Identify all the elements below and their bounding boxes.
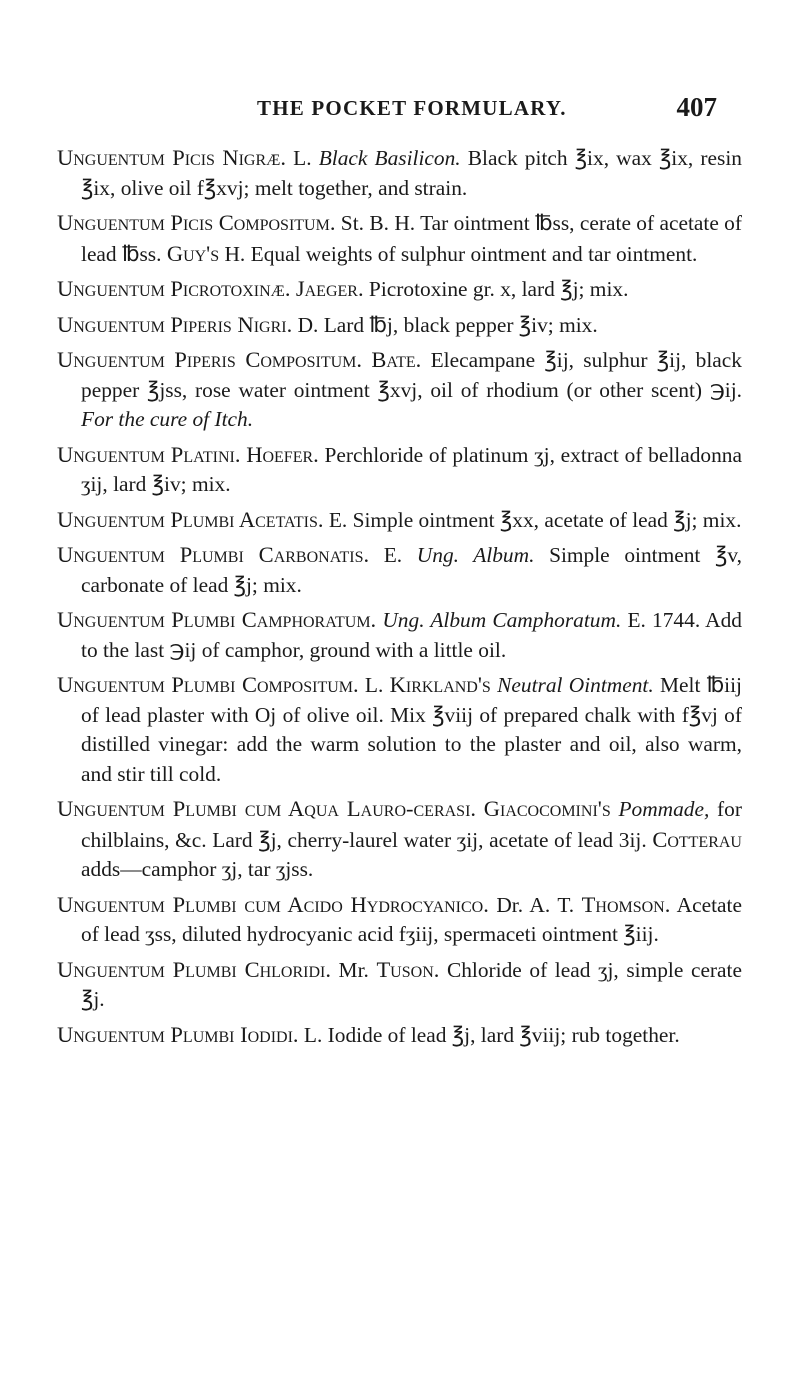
entry-heading: Hoefer. [246, 441, 319, 467]
formulary-entry [57, 540, 742, 600]
entry-text: Dr. A. T. [488, 892, 582, 917]
entry-italic: Ung. Album. [416, 543, 535, 567]
entry-heading: Unguentum Plumbi cum Aqua Lauro-cerasi. [57, 796, 477, 821]
formulary-entry [57, 143, 742, 203]
entry-text: E. [369, 543, 417, 567]
entry-text: D. Lard ℔j, black pepper ℥iv; mix. [292, 312, 598, 337]
running-title: THE POCKET FORMULARY. [257, 96, 567, 120]
entry-text: Melt ℔iij of lead plaster with Oj of olive oil. Mix ℥viij of prepared chalk with f℥vj of distilled vinegar: add the warm solution to the plaster and oil, also warm, and stir till cold. [81, 673, 743, 786]
entry-italic: For the cure of Itch. [81, 407, 254, 431]
entry-text: L. Iodide of lead ℥j, lard ℥viij; rub together. [298, 1022, 680, 1047]
formulary-entry [57, 890, 742, 950]
formulary-entry [57, 794, 742, 885]
entry-heading: Unguentum Platini. [57, 441, 241, 467]
formulary-entry [57, 345, 742, 435]
entry-text: Acetate of lead ʒss, diluted hydrocyanic acid fʒiij, spermaceti ointment ℥iij. [81, 892, 742, 946]
entry-heading: Unguentum Picrotoxinæ. [57, 276, 291, 301]
entry-text: adds—camphor ʒj, tar ʒjss. [81, 857, 314, 881]
formulary-entries [57, 143, 742, 1055]
entry-heading: Giacocomini's [483, 796, 611, 821]
running-head [257, 92, 717, 126]
formulary-entry [57, 955, 742, 1015]
formulary-entry [57, 605, 742, 665]
entry-heading: Unguentum Picis Nigræ. [57, 145, 287, 170]
entry-italic: Black Basilicon. [318, 146, 461, 170]
entry-heading: Unguentum Picis Compositum. [57, 210, 336, 235]
formulary-entry [57, 208, 742, 269]
entry-heading: Unguentum Plumbi Carbonatis. [57, 542, 370, 567]
entry-text: L. [358, 673, 390, 697]
entry-italic: Neutral Ointment. [497, 673, 654, 697]
entry-text: Perchloride of platinum ʒj, extract of belladonna ʒij, lard ℥iv; mix. [81, 442, 742, 496]
entry-text: Picrotoxine gr. x, lard ℥j; mix. [363, 277, 629, 301]
formulary-entry [57, 310, 742, 341]
entry-text: Simple ointment ℥v, carbonate of lead ℥j; mix. [81, 543, 743, 597]
entry-heading: Unguentum Plumbi Compositum. [57, 672, 359, 697]
entry-text: for chilblains, &c. Lard ℥j, cherry-laurel water ʒij, acetate of lead 3ij. [81, 797, 742, 852]
entry-text: Chloride of lead ʒj, simple cerate ℥j. [81, 957, 742, 1011]
formulary-entry [57, 1020, 742, 1051]
entry-heading: Thomson. [581, 891, 671, 917]
entry-heading: Unguentum Piperis Compositum. [57, 347, 363, 372]
formulary-entry [57, 274, 742, 305]
entry-text: H. Equal weights of sulphur ointment and tar ointment. [219, 241, 698, 266]
formulary-entry [57, 505, 742, 536]
entry-heading: Unguentum Plumbi Camphoratum. [57, 607, 377, 632]
entry-heading: Unguentum Plumbi Iodidi. [57, 1021, 299, 1047]
entry-heading: Unguentum Plumbi Acetatis. [57, 506, 324, 532]
entry-text: L. [286, 146, 319, 170]
entry-heading: Cotterau [652, 826, 742, 852]
page-number: 407 [676, 92, 717, 122]
entry-text [476, 797, 484, 821]
entry-text [362, 348, 371, 372]
entry-text: St. B. H. Tar ointment ℔ss, cerate of acetate of lead ℔ss. [81, 211, 742, 266]
formulary-entry [57, 670, 742, 789]
entry-heading: Unguentum Piperis Nigri. [57, 311, 293, 337]
entry-heading: Guy's [166, 240, 220, 266]
entry-text: Elecampane ℥ij, sulphur ℥ij, black pepper ℥jss, rose water ointment ℥xvj, oil of rhodium (or other scent) ℈ij. [81, 348, 742, 402]
formulary-entry [57, 440, 742, 500]
entry-text: E. Simple ointment ℥xx, acetate of lead ℥j; mix. [323, 507, 742, 532]
entry-heading: Jaeger. [295, 276, 364, 301]
entry-italic: Pommade, [618, 797, 710, 821]
entry-text: Mr. [330, 957, 377, 982]
entry-text: Black pitch ℥ix, wax ℥ix, resin ℥ix, olive oil f℥xvj; melt together, and strain. [81, 146, 742, 200]
entry-heading: Unguentum Plumbi Chloridi. [57, 956, 331, 982]
entry-italic: Ung. Album Camphoratum. [382, 608, 622, 632]
entry-heading: Unguentum Plumbi cum Acido Hydrocyanico. [57, 891, 489, 917]
entry-heading: Tuson. [376, 956, 440, 982]
entry-heading: Kirkland's [389, 672, 491, 697]
entry-text: E. 1744. Add to the last ℈ij of camphor, ground with a little oil. [81, 608, 742, 662]
entry-heading: Bate. [371, 347, 422, 372]
